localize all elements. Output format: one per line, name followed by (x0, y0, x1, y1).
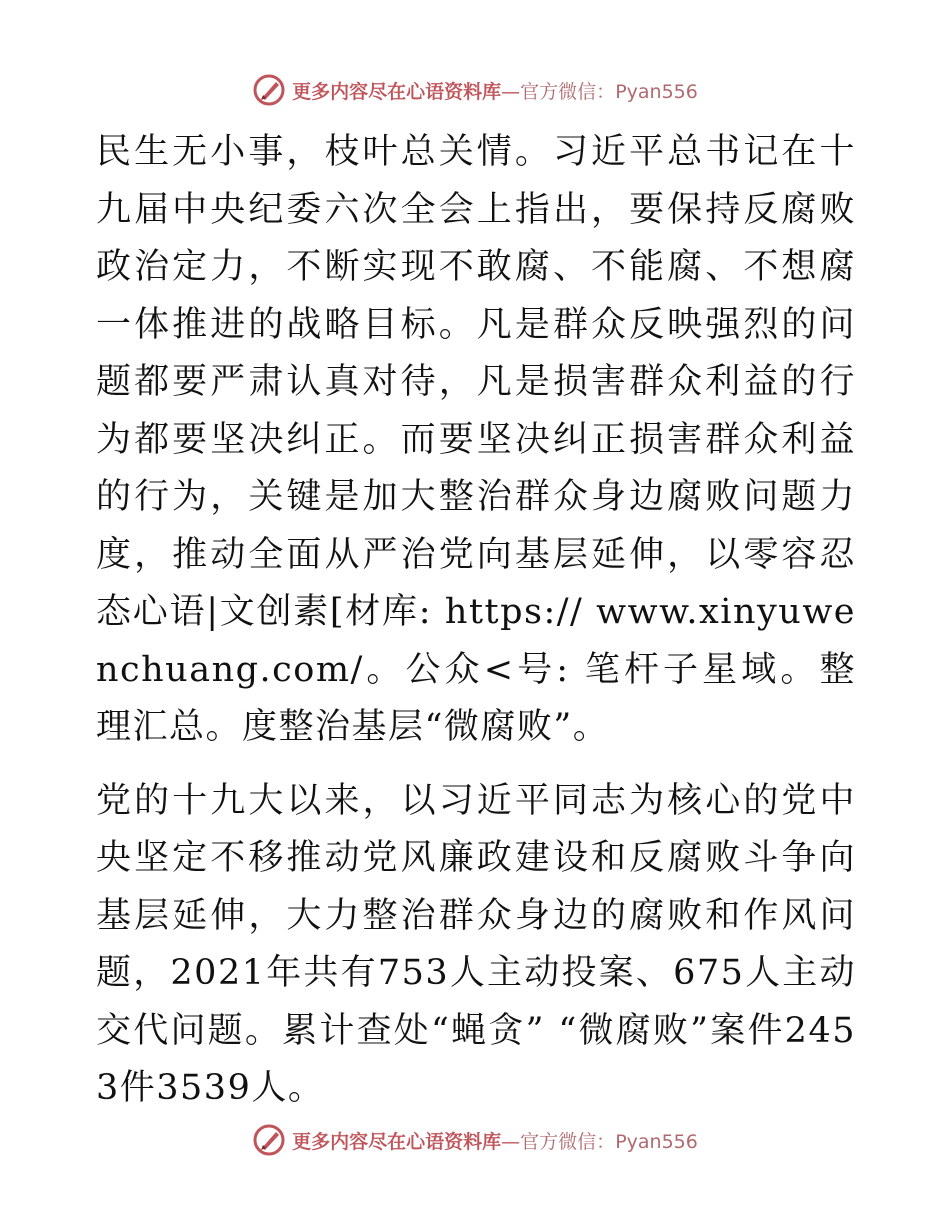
quill-pen-circle-icon (252, 73, 286, 107)
paragraph-1: 民生无小事，枝叶总关情。习近平总书记在十九届中央纪委六次全会上指出，要保持反腐败政治定力，不断实现不敢腐、不能腐、不想腐一体推进的战略目标。凡是群众反映强烈的问题都要严肃认真对待，凡是损害群众利益的行为都要坚决纠正。而要坚决纠正损害群众利益的行为，关键是加大整治群众身边腐败问题力度，推动全面从严治党向基层延伸，以零容忍态心语|文创素[材库: https:// www.xinyuwenchuang.com/。公众<号: 笔杆子星域。整理汇总。度整治基层“微腐败”。 (96, 132, 856, 747)
footer-banner (0, 1120, 950, 1160)
footer-separator: — (501, 1130, 521, 1153)
footer-brand-text: 更多内容尽在心语资料库 (292, 1130, 502, 1153)
header-wechat-id: Pyan556 (615, 80, 698, 103)
paragraph-2: 党的十九大以来，以习近平同志为核心的党中央坚定不移推动党风廉政建设和反腐败斗争向基层延伸，大力整治群众身边的腐败和作风问题，2021年共有753人主动投案、675人主动交代问题。累计查处“蝇贪” “微腐败”案件2453件3539人。 (96, 780, 856, 1108)
header-separator: — (501, 80, 521, 103)
footer-wechat-id: Pyan556 (615, 1130, 698, 1153)
header-banner-text (292, 77, 698, 104)
document-body (96, 124, 856, 1118)
header-wechat-label: 官方微信： (520, 80, 616, 103)
footer-wechat-label: 官方微信： (520, 1130, 616, 1153)
quill-pen-circle-icon (252, 1123, 286, 1157)
footer-banner-text (292, 1127, 698, 1154)
header-banner (0, 70, 950, 110)
header-brand-text: 更多内容尽在心语资料库 (292, 80, 502, 103)
